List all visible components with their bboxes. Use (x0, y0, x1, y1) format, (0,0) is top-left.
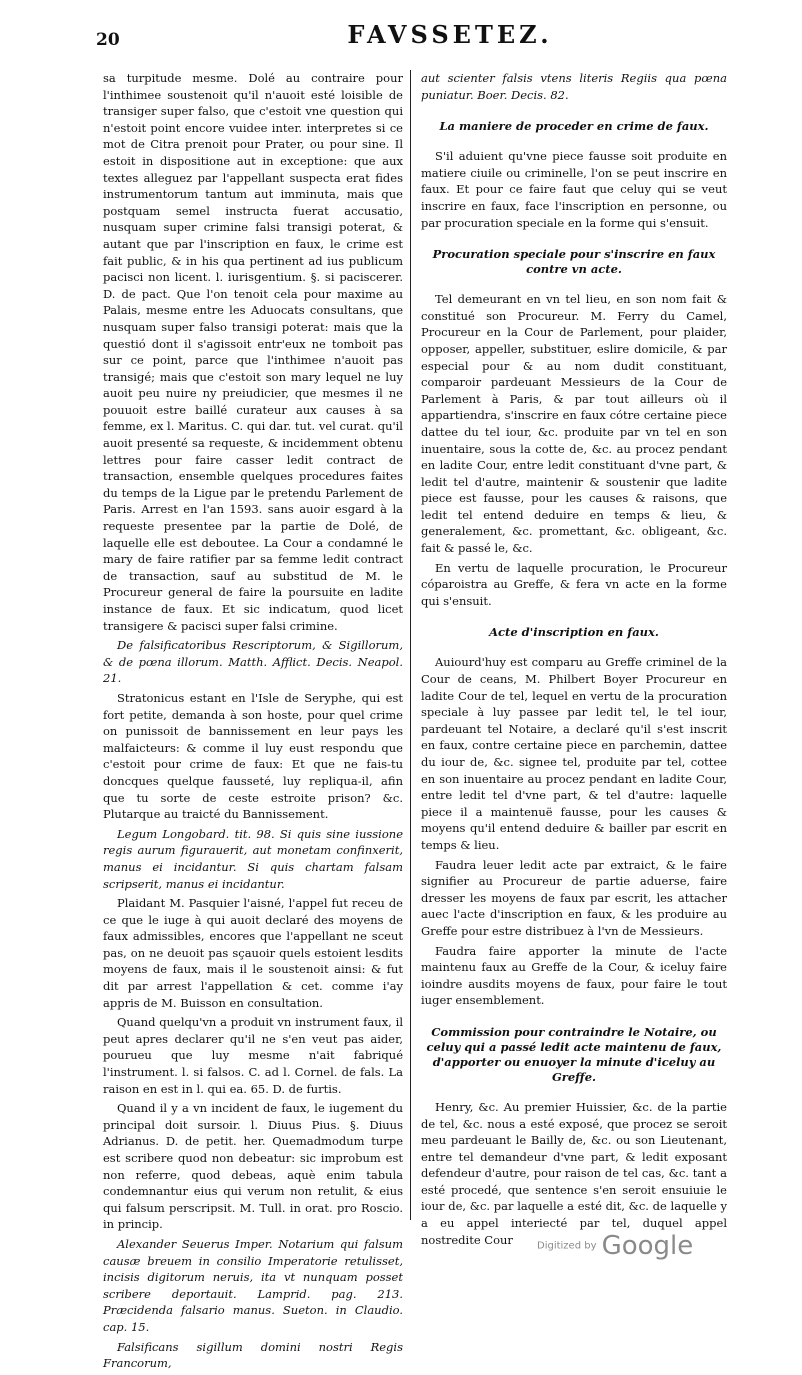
running-title: FAVSSETEZ. (347, 20, 553, 49)
section-heading: Acte d'inscription en faux. (489, 625, 659, 640)
section-heading: Commission pour contraindre le Notaire, ou celuy qui a passé ledit acte maintenu de faux, d'apporter ou enuoyer la minute d'iceluy au Greffe. (426, 1024, 722, 1084)
google-logo: Google (601, 1231, 694, 1261)
section-heading: Procuration speciale pour s'inscrire en faux contre vn acte. (432, 247, 716, 277)
left-paragraph: Plaidant M. Pasquier l'aisné, l'appel fut receu de ce que le iuge à qui auoit declaré des moyens de faux admissibles, encores que l'appellant ne sceut pas, on ne deuoit pas sçauoir quels estoient lesdits moyens de faux, mais il le soustenoit ainsi: & fut dit par arrest l'appellation & cet. comme i'ay appris de M. Buisson en consultation. (103, 896, 403, 1010)
left-paragraph: Quand quelqu'vn a produit vn instrument faux, il peut apres declarer qu'il ne s'en veut pas aider, pourueu que luy mesme n'ait fabriqué l'instrument. l. si falsos. C. ad l. Cornel. de fals. La raison en est in l. qui ea. 65. D. de furtis. (103, 1015, 403, 1096)
section-heading: La maniere de proceder en crime de faux. (439, 119, 709, 134)
left-paragraph: Stratonicus estant en l'Isle de Seryphe, qui est fort petite, demanda à son hoste, pour quel crime on punissoit de bannissement en leur pays les malfaicteurs: & comme il luy eust respondu que c'estoit pour crime de faux: Et que ne fais-tu doncques quelque fausseté, luy repliqua-il, afin que tu sorte de ceste estroite prison? &c. Plutarque au traicté du Bannissement. (103, 690, 403, 822)
right-paragraph: Auiourd'huy est comparu au Greffe criminel de la Cour de ceans, M. Philbert Boyer Procureur en ladite Cour de tel, lequel en vertu de la procuration speciale à luy passee par ledit tel, le tel iour, pardeuant tel Notaire, a declaré qu'il s'est inscrit en faux, contre certaine piece en parchemin, dattee du iour de, &c. signee tel, produite par tel, cottee en son inuentaire au procez pendant en ladite Cour, entre ledit tel d'vne part, & tel d'autre: laquelle piece il a maintenuë fausse, pour les causes & moyens qu'il entend deduire & bailler par escrit en temps & lieu. (421, 655, 727, 852)
digitized-by-google-watermark (537, 1231, 693, 1261)
right-paragraph: Faudra faire apporter la minute de l'acte maintenu faux au Greffe de la Cour, & iceluy faire ioindre ausdits moyens de faux, pour faire le tout iuger ensemblement. (421, 943, 727, 1008)
right-paragraph: Henry, &c. Au premier Huissier, &c. de la partie de tel, &c. nous a esté exposé, que procez se seroit meu pardeuant le Bailly de, &c. ou son Lieutenant, entre tel demandeur d'vne part, & ledit exposant defendeur d'autre, pour raison de tel cas, &c. tant a esté procedé, que sentence s'en seroit ensuiuie le iour de, &c. par laquelle a esté dit, &c. de laquelle y a eu appel interiecté par tel, duquel appel nostredite Cour (421, 1099, 727, 1247)
digitized-by-label: Digitized by (537, 1240, 597, 1252)
left-paragraph: De falsificatoribus Rescriptorum, & Sigillorum, & de pœna illorum. Matth. Afflict. Decis. Neapol. 21. (103, 638, 403, 686)
right-paragraph: Tel demeurant en vn tel lieu, en son nom fait & constitué son Procureur. M. Ferry du Camel, Procureur en la Cour de Parlement, pour plaider, opposer, appeller, substituer, eslire domicile, & par especial pour & au nom dudit constituant, comparoir pardeuant Messieurs de la Cour de Parlement à Paris, & par tout ailleurs où il appartiendra, s'inscrire en faux cótre certaine piece dattee du tel iour, &c. produite par vn tel en son inuentaire, sous la cotte de, &c. au procez pendant en ladite Cour, entre ledit constituant d'vne part, & ledit tel d'autre, maintenir & soustenir que ladite piece est fausse, pour les causes & raisons, que ledit tel entend deduire en temps & lieu, & generalement, &c. promettant, &c. obligeant, &c. fait & passé le, &c. (421, 292, 727, 556)
left-paragraph: Falsificans sigillum domini nostri Regis Francorum, (103, 1339, 403, 1371)
column-divider (410, 70, 411, 1220)
page-number: 20 (96, 30, 120, 50)
right-column (421, 70, 727, 1251)
left-paragraph: Alexander Seuerus Imper. Notarium qui falsum causæ breuem in consilio Imperatorie retulisset, incisis digitorum neruis, ita vt nunquam posset scribere deportauit. Lamprid. pag. 213. Præcidenda falsario manus. Sueton. in Claudio. cap. 15. (103, 1236, 403, 1334)
right-paragraph: En vertu de laquelle procuration, le Procureur cóparoistra au Greffe, & fera vn acte en la forme qui s'ensuit. (421, 560, 727, 608)
left-column (103, 70, 403, 1375)
left-paragraph: sa turpitude mesme. Dolé au contraire pour l'inthimee soustenoit qu'il n'auoit esté loisible de transiger super falso, que c'estoit vne question qui n'estoit point encore vuidee inter. interpretes si ce mot de Citra prenoit pour Prater, ou pour sine. Il estoit in dispositione aut in exceptione: que aux textes alleguez par l'appellant suspecta erat fides instrumentorum tantum aut imminuta, mais que postquam semel instructa fuerat accusatio, nusquam super crimine falsi transigi poterat, & autant que par l'inscription en faux, le crime est fait public, & in his qua pertinent ad ius publicum pacisci non licent. l. iurisgentium. §. si paciscerer. D. de pact. Que l'on tenoit cela pour maxime au Palais, mesme entre les Aduocats consultans, que nusquam super falso transigi poterat: mais que la questió dont il s'agissoit entr'eux ne tomboit pas sur ce point, parce que l'inthimee n'auoit pas transigé; mais que c'estoit son mary lequel ne luy auoit peu nuire ny preiudicier, que mesmes il ne pouuoit estre baillé curateur aux causes à sa femme, ex l. Maritus. C. qui dar. tut. vel curat. qu'il auoit presenté sa requeste, & incidemment obtenu lettres pour faire casser ledit contract de transaction, ensemble quelques procedures faites du temps de la Ligue par le pretendu Parlement de Paris. Arrest en l'an 1593. sans auoir esgard à la requeste presentee par la partie de Dolé, de laquelle elle est deboutee. La Cour a condamné le mary de faire ratifier par sa femme ledit contract de transaction, sauf au substitud de M. le Procureur general de faire la poursuite en ladite instance de faux. Et sic indicatum, quod licet transigere & pacisci super falsi crimine. (103, 71, 403, 633)
right-paragraph: S'il aduient qu'vne piece fausse soit produite en matiere ciuile ou criminelle, l'on se peut inscrire en faux. Et pour ce faire faut que celuy qui se veut inscrire en faux, face l'inscription en personne, ou par procuration speciale en la forme qui s'ensuit. (421, 149, 727, 230)
right-paragraph: Faudra leuer ledit acte par extraict, & le faire signifier au Procureur de partie aduerse, faire dresser les moyens de faux par escrit, les attacher auec l'acte d'inscription en faux, & les produire au Greffe pour estre distribuez à l'vn de Messieurs. (421, 857, 727, 938)
continuation-text: aut scienter falsis vtens literis Regiis qua pœna puniatur. Boer. Decis. 82. (421, 71, 727, 102)
left-paragraph: Legum Longobard. tit. 98. Si quis sine iussione regis aurum figurauerit, aut monetam confinxerit, manus ei incidantur. Si quis chartam falsam scripserit, manus ei incidantur. (103, 826, 403, 891)
left-paragraph: Quand il y a vn incident de faux, le iugement du principal doit sursoir. l. Diuus Pius. §. Diuus Adrianus. D. de petit. her. Quemadmodum turpe est scribere quod non debeatur: sic improbum est non referre, quod debeas, aquè enim tabula condemnantur eius qui verum non retulit, & eius qui falsum perscripsit. M. Tull. in orat. pro Roscio. in princip. (103, 1101, 403, 1232)
